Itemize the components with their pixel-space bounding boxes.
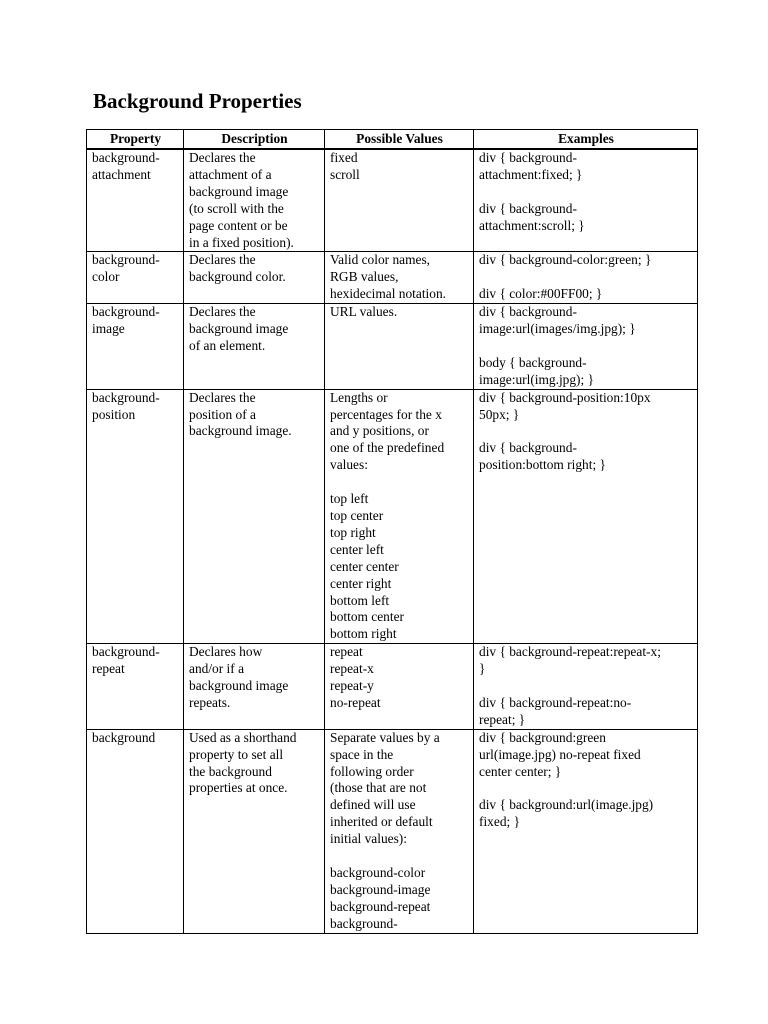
blank-line bbox=[479, 269, 693, 286]
cell-line: background- bbox=[92, 644, 160, 660]
cell-line: div { background-repeat:repeat-x; bbox=[479, 644, 661, 660]
cell-line: div { background- bbox=[479, 440, 577, 456]
cell-line: Declares the bbox=[189, 304, 256, 320]
cell-line: repeat bbox=[330, 644, 363, 660]
table-row bbox=[86, 303, 698, 389]
page-title: Background Properties bbox=[93, 89, 302, 113]
examples-cell bbox=[473, 729, 698, 934]
cell-line: background-image bbox=[330, 881, 431, 897]
table-row bbox=[86, 729, 698, 934]
cell-line: one of the predefined bbox=[330, 440, 445, 456]
properties-table bbox=[86, 129, 698, 934]
cell-line: Valid color names, bbox=[330, 252, 431, 268]
cell-line: repeat-y bbox=[330, 678, 374, 694]
blank-line bbox=[479, 780, 693, 797]
cell-line: center center; } bbox=[479, 763, 562, 779]
cell-line: div { background- bbox=[479, 200, 577, 216]
cell-line: properties at once. bbox=[189, 780, 288, 796]
cell-line: and y positions, or bbox=[330, 423, 429, 439]
blank-line bbox=[479, 678, 693, 695]
header-property: Property bbox=[86, 129, 183, 149]
cell-line: and/or if a bbox=[189, 661, 245, 677]
cell-line: repeat-x bbox=[330, 661, 374, 677]
cell-line: color bbox=[92, 269, 120, 285]
table-body bbox=[86, 149, 698, 934]
examples-cell bbox=[473, 251, 698, 303]
cell-line: position of a bbox=[189, 406, 256, 422]
cell-line: body { background- bbox=[479, 354, 587, 370]
cell-line: background image bbox=[189, 678, 289, 694]
cell-line: top left bbox=[330, 491, 369, 507]
property-cell bbox=[86, 303, 183, 389]
description-cell bbox=[183, 389, 324, 644]
cell-line: } bbox=[479, 661, 486, 677]
cell-line: background image bbox=[189, 183, 289, 199]
cell-line: repeat bbox=[92, 661, 125, 677]
cell-line: following order bbox=[330, 763, 414, 779]
cell-line: background image. bbox=[189, 423, 292, 439]
cell-line: top right bbox=[330, 524, 376, 540]
values-cell bbox=[324, 303, 473, 389]
cell-line: background color. bbox=[189, 269, 286, 285]
cell-line: initial values): bbox=[330, 831, 407, 847]
cell-line: center right bbox=[330, 575, 392, 591]
cell-line: repeats. bbox=[189, 694, 231, 710]
cell-line: div { background- bbox=[479, 304, 577, 320]
blank-line bbox=[479, 423, 693, 440]
examples-cell bbox=[473, 389, 698, 644]
blank-line bbox=[330, 848, 469, 865]
cell-line: values: bbox=[330, 457, 368, 473]
cell-line: position:bottom right; } bbox=[479, 457, 606, 473]
examples-cell bbox=[473, 303, 698, 389]
cell-line: background- bbox=[330, 915, 398, 931]
cell-line: background image bbox=[189, 321, 289, 337]
examples-cell bbox=[473, 643, 698, 729]
blank-line bbox=[330, 474, 469, 491]
cell-line: (to scroll with the bbox=[189, 200, 284, 216]
property-cell bbox=[86, 643, 183, 729]
cell-line: attachment of a bbox=[189, 166, 272, 182]
cell-line: attachment:fixed; } bbox=[479, 166, 583, 182]
values-cell bbox=[324, 389, 473, 644]
cell-line: inherited or default bbox=[330, 814, 433, 830]
cell-line: percentages for the x bbox=[330, 406, 442, 422]
blank-line bbox=[479, 184, 693, 201]
cell-line: background- bbox=[92, 150, 160, 165]
cell-line: space in the bbox=[330, 746, 394, 762]
cell-line: of an element. bbox=[189, 337, 266, 353]
cell-line: image:url(images/img.jpg); } bbox=[479, 321, 636, 337]
cell-line: Lengths or bbox=[330, 389, 388, 405]
cell-line: Declares how bbox=[189, 644, 263, 660]
cell-line: image:url(img.jpg); } bbox=[479, 371, 595, 387]
cell-line: position bbox=[92, 406, 136, 422]
table-row bbox=[86, 149, 698, 251]
cell-line: Declares the bbox=[189, 252, 256, 268]
cell-line: div { background- bbox=[479, 150, 577, 165]
description-cell bbox=[183, 149, 324, 251]
header-possible-values: Possible Values bbox=[324, 129, 473, 149]
cell-line: background bbox=[92, 729, 156, 745]
values-cell bbox=[324, 251, 473, 303]
table-row bbox=[86, 643, 698, 729]
cell-line: background- bbox=[92, 389, 160, 405]
cell-line: no-repeat bbox=[330, 694, 381, 710]
property-cell bbox=[86, 251, 183, 303]
cell-line: background-repeat bbox=[330, 898, 431, 914]
table-row bbox=[86, 251, 698, 303]
cell-line: url(image.jpg) no-repeat fixed bbox=[479, 746, 641, 762]
cell-line: image bbox=[92, 321, 125, 337]
cell-line: div { color:#00FF00; } bbox=[479, 286, 603, 302]
cell-line: RGB values, bbox=[330, 269, 399, 285]
cell-line: fixed bbox=[330, 150, 358, 165]
cell-line: top center bbox=[330, 508, 384, 523]
cell-line: (those that are not bbox=[330, 780, 427, 796]
cell-line: div { background:green bbox=[479, 729, 606, 745]
cell-line: Used as a shorthand bbox=[189, 729, 297, 745]
description-cell bbox=[183, 643, 324, 729]
description-cell bbox=[183, 729, 324, 934]
cell-line: bottom right bbox=[330, 626, 397, 642]
values-cell bbox=[324, 149, 473, 251]
header-examples: Examples bbox=[473, 129, 698, 149]
cell-line: defined will use bbox=[330, 797, 416, 813]
cell-line: URL values. bbox=[330, 304, 398, 320]
cell-line: bottom left bbox=[330, 592, 390, 608]
cell-line: background- bbox=[92, 304, 160, 320]
property-cell bbox=[86, 729, 183, 934]
cell-line: center center bbox=[330, 558, 399, 574]
cell-line: div { background-position:10px bbox=[479, 389, 651, 405]
values-cell bbox=[324, 643, 473, 729]
blank-line bbox=[479, 338, 693, 355]
cell-line: attachment:scroll; } bbox=[479, 217, 585, 233]
property-cell bbox=[86, 389, 183, 644]
cell-line: div { background:url(image.jpg) bbox=[479, 797, 654, 813]
cell-line: fixed; } bbox=[479, 814, 521, 830]
values-cell bbox=[324, 729, 473, 934]
description-cell bbox=[183, 303, 324, 389]
cell-line: scroll bbox=[330, 166, 360, 182]
cell-line: hexidecimal notation. bbox=[330, 286, 447, 302]
cell-line: Declares the bbox=[189, 389, 256, 405]
property-cell bbox=[86, 149, 183, 251]
cell-line: div { background-color:green; } bbox=[479, 252, 652, 268]
cell-line: the background bbox=[189, 763, 272, 779]
table-row bbox=[86, 389, 698, 644]
description-cell bbox=[183, 251, 324, 303]
cell-line: Declares the bbox=[189, 150, 256, 165]
cell-line: 50px; } bbox=[479, 406, 520, 422]
cell-line: bottom center bbox=[330, 609, 404, 625]
cell-line: center left bbox=[330, 541, 384, 557]
cell-line: page content or be bbox=[189, 217, 288, 233]
cell-line: background- bbox=[92, 252, 160, 268]
examples-cell bbox=[473, 149, 698, 251]
cell-line: property to set all bbox=[189, 746, 284, 762]
cell-line: background-color bbox=[330, 865, 426, 880]
cell-line: in a fixed position). bbox=[189, 234, 294, 250]
table-header-row bbox=[86, 129, 698, 149]
cell-line: Separate values by a bbox=[330, 729, 440, 745]
cell-line: attachment bbox=[92, 166, 151, 182]
cell-line: repeat; } bbox=[479, 711, 526, 727]
cell-line: div { background-repeat:no- bbox=[479, 694, 632, 710]
header-description: Description bbox=[183, 129, 324, 149]
